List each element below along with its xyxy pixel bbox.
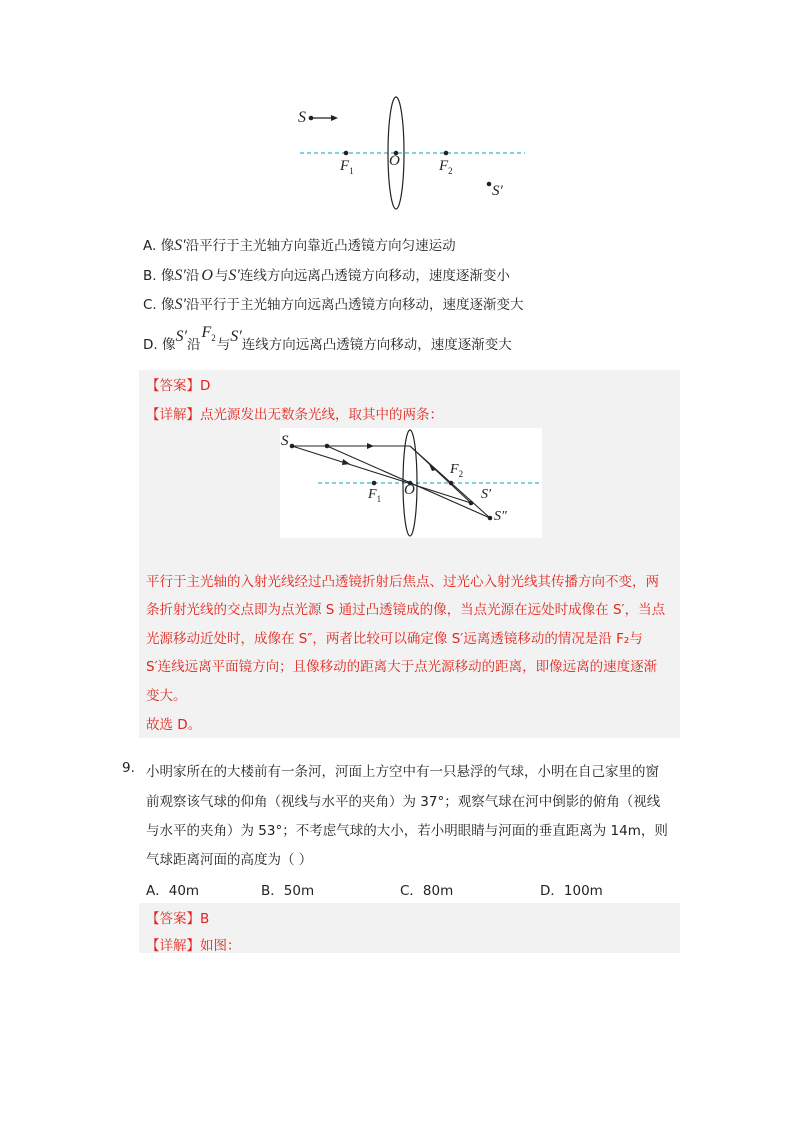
label-f2: $F_2$	[439, 158, 453, 176]
ray-center-1	[292, 446, 471, 503]
point-s-prime-2	[469, 501, 474, 506]
explanation-line: 光源移动近处时，成像在 S″，两者比较可以确定像 S′远离透镜移动的情况是沿 F₂与	[146, 631, 643, 647]
detail-2-intro: 【详解】如图：	[146, 938, 241, 954]
detail-1-intro: 【详解】点光源发出无数条光线，取其中的两条：	[146, 407, 443, 423]
label-f1: $F_1$	[340, 158, 354, 176]
arrow-head-icon	[429, 464, 436, 471]
explanation-line: 条折射光线的交点即为点光源 S 通过凸透镜成的像，当点光源在远处时成像在 S′，当点	[146, 602, 666, 618]
answer-2: 【答案】B	[146, 911, 210, 927]
choice-c[interactable]: C．80m	[400, 883, 454, 899]
arrow-head-icon	[331, 115, 338, 121]
label-s-2: S	[281, 433, 289, 449]
point-f2	[444, 151, 449, 156]
point-s-moved	[325, 444, 330, 449]
question-number: 9.	[122, 760, 135, 776]
option-a[interactable]: A. 像S′沿平行于主光轴方向靠近凸透镜方向匀速运动	[143, 237, 456, 254]
answer-box-1	[139, 370, 680, 738]
explanation-line: 变大。	[146, 688, 187, 704]
label-s-prime: S′	[492, 183, 503, 199]
label-o: O	[389, 153, 400, 169]
option-d[interactable]: D. 像S′沿$F_2$与S′连线方向远离凸透镜方向移动，速度逐渐变大	[143, 324, 512, 353]
point-f1	[344, 151, 349, 156]
point-s-prime	[487, 182, 492, 187]
label-s-double-prime: S″	[494, 509, 507, 524]
explanation-line: 平行于主光轴的入射光线经过凸透镜折射后焦点、过光心入射光线其传播方向不变，两	[146, 574, 659, 590]
question-line: 与水平的夹角）为 53°；不考虑气球的大小，若小明眼睛与河面的垂直距离为 14m，则	[146, 823, 668, 839]
choice-d[interactable]: D．100m	[540, 883, 603, 899]
choice-a[interactable]: A．40m	[146, 883, 200, 899]
explanation-line: S′连线远离平面镜方向；且像移动的距离大于点光源移动的距离，即像远离的速度逐渐	[146, 659, 658, 675]
conclusion-1: 故选 D。	[146, 717, 202, 733]
point-f1-2	[372, 481, 377, 486]
option-c[interactable]: C. 像S′沿平行于主光轴方向远离凸透镜方向移动，速度逐渐变大	[143, 296, 524, 313]
label-o-2: O	[404, 482, 415, 498]
question-line: 气球距离河面的高度为（ ）	[146, 852, 313, 868]
label-f2-2: $F_2$	[450, 462, 464, 479]
point-s-double-prime	[488, 516, 493, 521]
question-line: 小明家所在的大楼前有一条河，河面上方空中有一只悬浮的气球，小明在自己家里的窗	[146, 764, 659, 780]
arrow-head-icon	[367, 443, 374, 449]
question-line: 前观察该气球的仰角（视线与水平的夹角）为 37°；观察气球在河中倒影的俯角（视线	[146, 794, 661, 810]
point-f2-2	[449, 481, 454, 486]
arrow-head-icon	[342, 459, 350, 465]
choice-b[interactable]: B．50m	[261, 883, 315, 899]
option-b[interactable]: B. 像S′沿 O 与S′连线方向远离凸透镜方向移动，速度逐渐变小	[143, 267, 510, 284]
label-s-prime-2: S′	[481, 487, 492, 502]
label-f1-2: $F_1$	[368, 487, 382, 504]
label-s: S	[298, 109, 306, 126]
point-s-2	[290, 444, 295, 449]
answer-1: 【答案】D	[146, 378, 211, 394]
